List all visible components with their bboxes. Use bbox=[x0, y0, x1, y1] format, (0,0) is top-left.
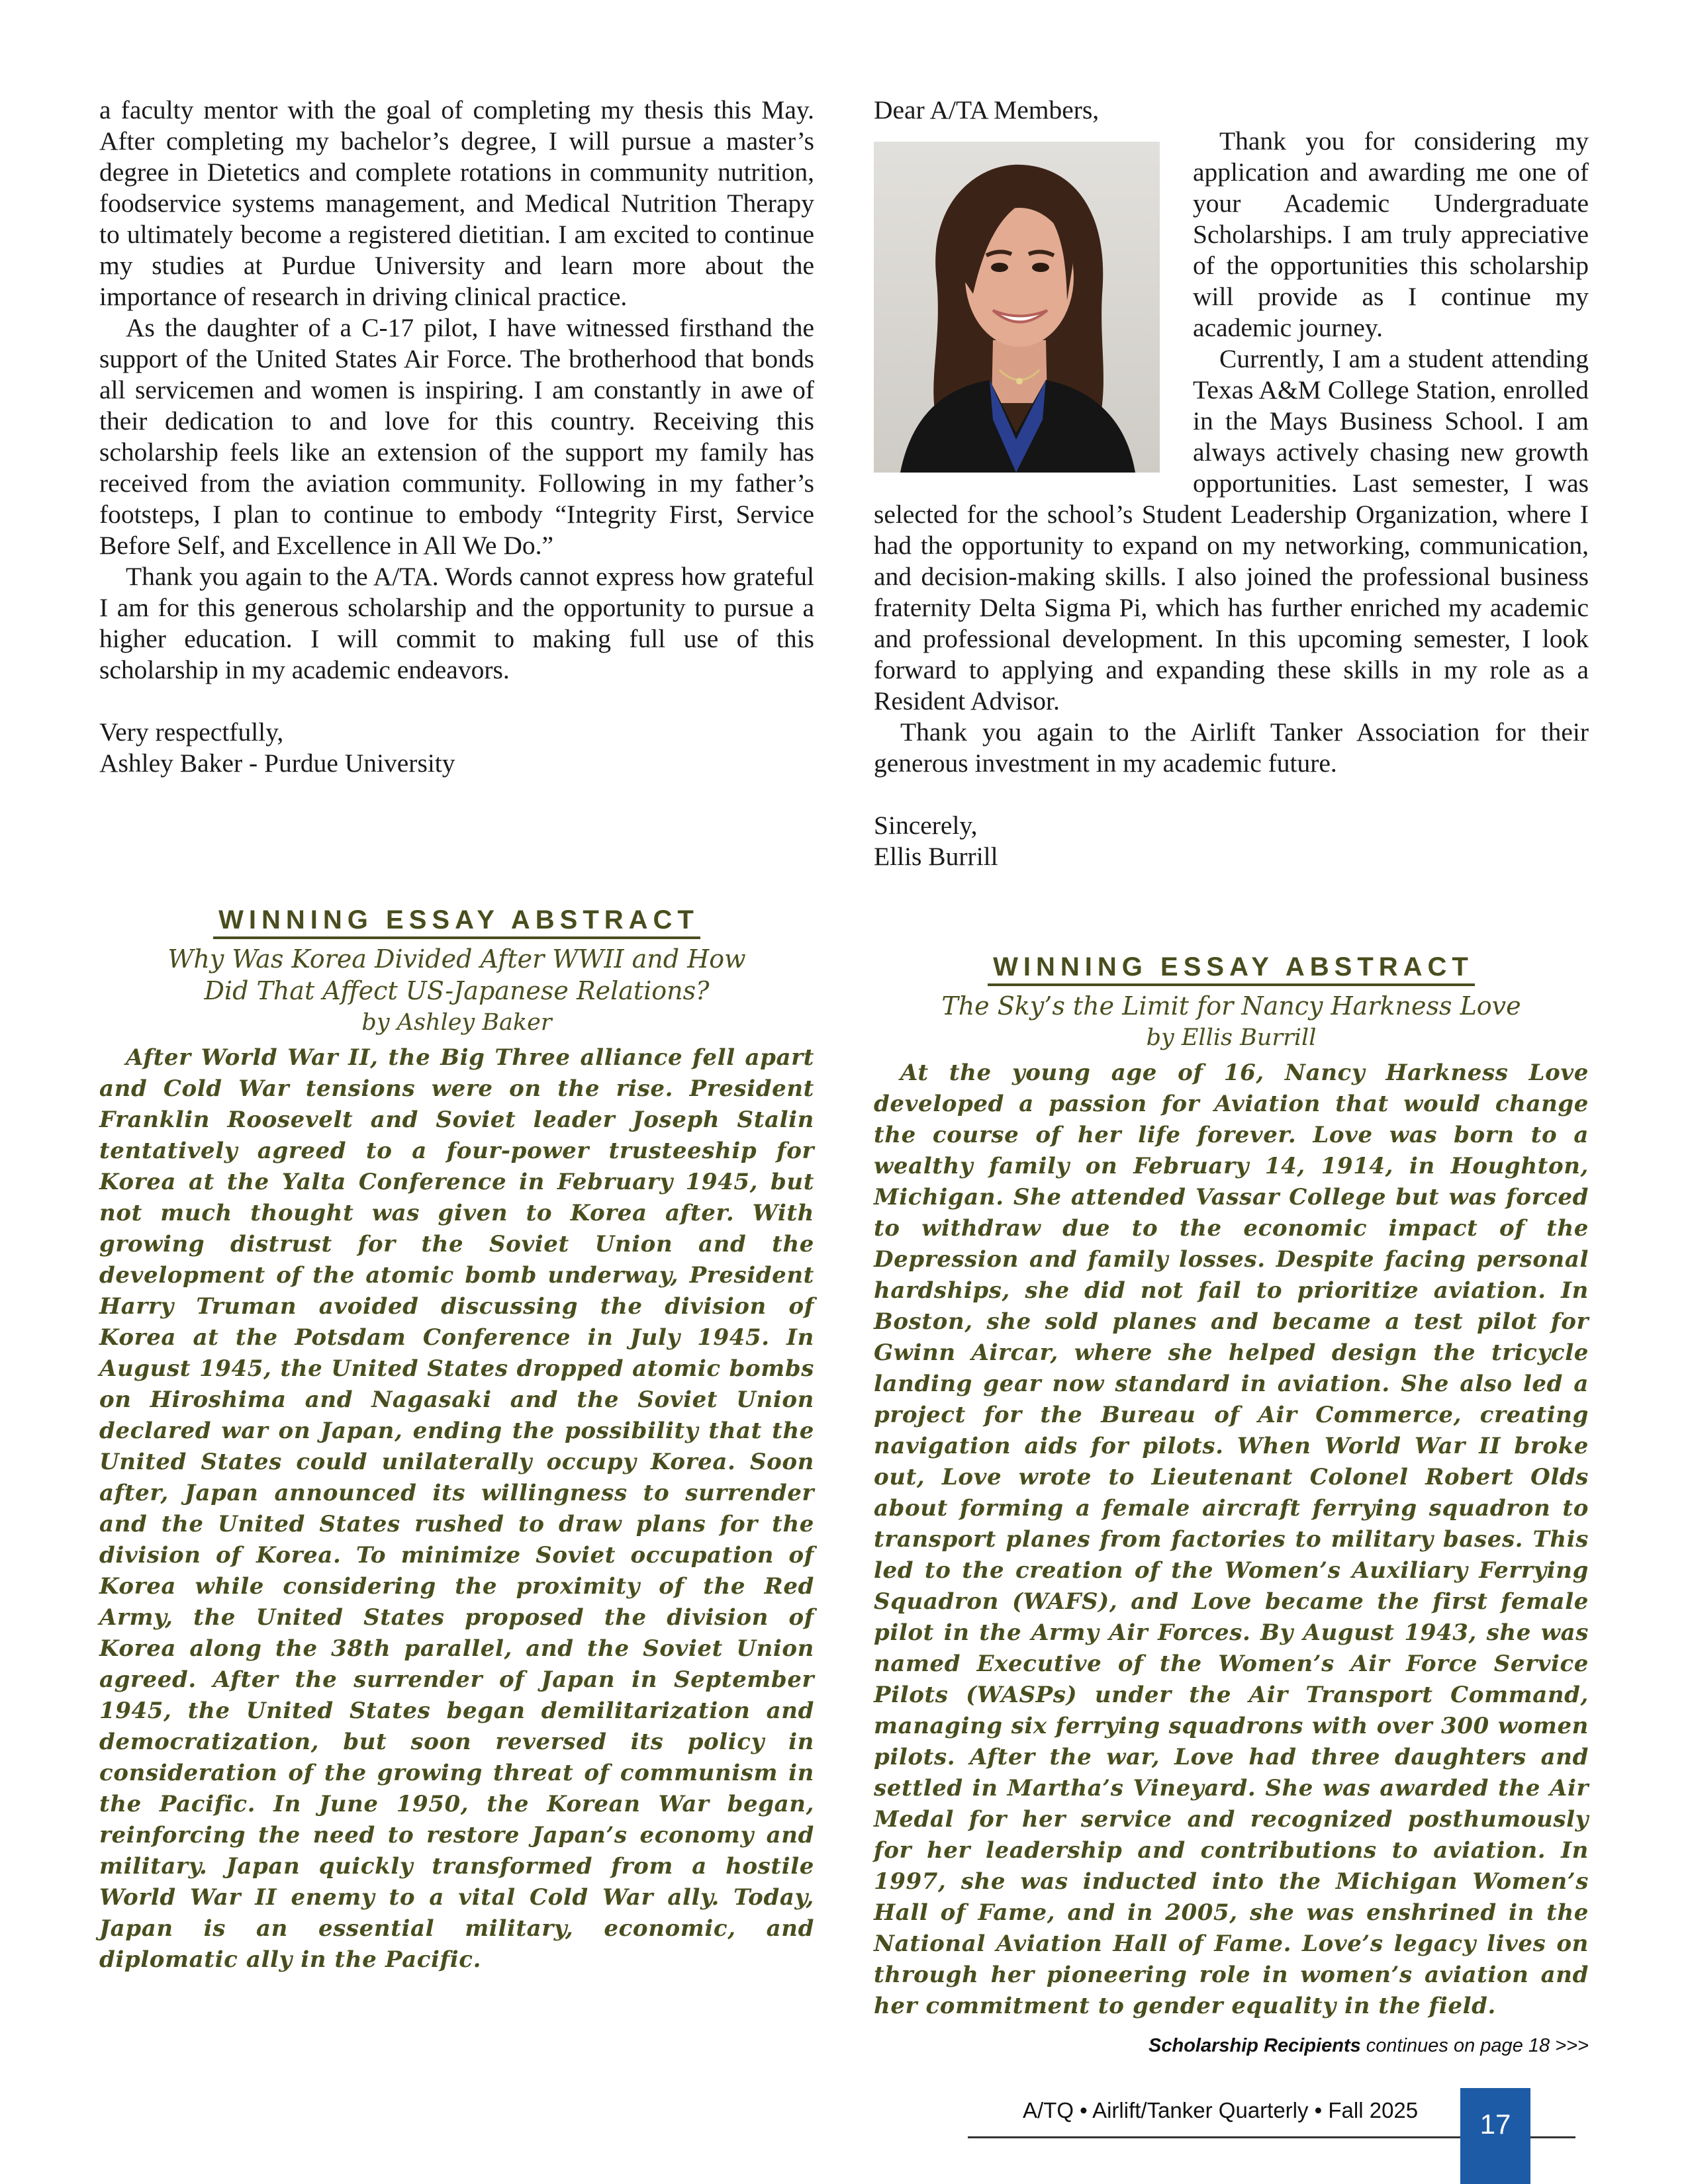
letter-paragraph: Currently, I am a student attending Texas A&M College Station, enrolled in the Mays Business School. I am always actively chasing new growth opportunities. Last semester, I was selected for the school’s Student Leadership Organization, where I had the opportunity to expand on my networking, communication, and decision-making skills. I also joined the professional business fraternity Delta Sigma Pi, which has further enriched my academic and professional development. In this upcoming semester, I look forward to applying and expanding these skills in my role as a Resident Advisor. bbox=[874, 344, 1589, 715]
portrait-photo bbox=[874, 142, 1160, 473]
abstract-title: The Sky’s the Limit for Nancy Harkness Love bbox=[941, 991, 1521, 1021]
page-number: 17 bbox=[1460, 2088, 1530, 2184]
abstract-byline: by Ellis Burrill bbox=[1146, 1024, 1317, 1051]
continues-section-name: Scholarship Recipients bbox=[1149, 2035, 1361, 2056]
left-column bbox=[99, 95, 814, 1976]
abstract-body: After World War II, the Big Three alliance fell apart and Cold War tensions were on the rise. President Franklin Roosevelt and Soviet leader Joseph Stalin tentatively agreed to a four-power trusteeship for Korea at the Yalta Conference in February 1945, but not much thought was given to Korea after. With growing distrust for the Soviet Union and the development of the atomic bomb underway, President Harry Truman avoided discussing the division of Korea at the Potsdam Conference in July 1945. In August 1945, the United States dropped atomic bombs on Hiroshima and Nagasaki and the Soviet Union declared war on Japan, ending the possibility that the United States could unilaterally occupy Korea. Soon after, Japan announced its willingness to surrender and the United States rushed to draw plans for the division of Korea. To minimize Soviet occupation of Korea while considering the proximity of the Red Army, the United States proposed the division of Korea along the 38th parallel, and the Soviet Union agreed. After the surrender of Japan in September 1945, the United States began demilitarization and democratization, but soon reversed its policy in consideration of the growing threat of communism in the Pacific. In June 1950, the Korean War began, reinforcing the need to restore Japan’s economy and military. Japan quickly transformed from a hostile World War II enemy to a vital Cold War ally. Today, Japan is an essential military, economic, and diplomatic ally in the Pacific. bbox=[99, 1044, 814, 1973]
letter-paragraph: Thank you again to the A/TA. Words cannot express how grateful I am for this generous scholarship and the opportunity to pursue a higher education. I will commit to making full use of this scholarship in my academic endeavors. bbox=[99, 562, 814, 684]
letter-paragraph: a faculty mentor with the goal of completing my thesis this May. After completing my bachelor’s degree, I will pursue a master’s degree in Dietetics and complete rotations in community nutrition, foodservice systems management, and Medical Nutrition Therapy to ultimately become a registered dietitian. I am excited to continue my studies at Purdue University and learn more about the importance of research in driving clinical practice. bbox=[99, 95, 814, 311]
letter-salutation: Dear A/TA Members, bbox=[874, 95, 1100, 124]
abstract-byline: by Ashley Baker bbox=[361, 1009, 552, 1036]
footer-publication: A/TQ • Airlift/Tanker Quarterly • Fall 2025 bbox=[1023, 2098, 1419, 2122]
abstract-body: At the young age of 16, Nancy Harkness Love developed a passion for Aviation that would change the course of her life forever. Love was born to a wealthy family on February 14, 1914, in Houghton, Michigan. She attended Vassar College but was forced to withdraw due to the economic impact of the Depression and family losses. Despite facing personal hardships, she did not fail to prioritize aviation. In Boston, she sold planes and became a test pilot for Gwinn Aircar, where she helped design the tricycle landing gear now standard in aviation. She also led a project for the Bureau of Air Commerce, creating navigation aids for pilots. When World War II broke out, Love wrote to Lieutenant Colonel Robert Olds about forming a female aircraft ferrying squadron to transport planes from factories to military bases. This led to the creation of the Women’s Auxiliary Ferrying Squadron (WAFS), and Love became the first female pilot in the Army Air Forces. By August 1943, she was named Executive of the Women’s Air Force Service Pilots (WASPs) under the Air Transport Command, managing six ferrying squadrons with over 300 women pilots. After the war, Love had three daughters and settled in Martha’s Vineyard. She was awarded the Air Medal for her service and recognized posthumously for her leadership and contributions to aviation. In 1997, she was inducted into the Michigan Women’s Hall of Fame, and in 2005, she was enshrined in the National Aviation Hall of Fame. Love’s legacy lives on through her pioneering role in women’s aviation and her commitment to gender equality in the field. bbox=[874, 1060, 1589, 2019]
letter-signature: Ellis Burrill bbox=[874, 842, 998, 871]
abstract-title-line-2: Did That Affect US-Japanese Relations? bbox=[204, 976, 710, 1005]
ashley-letter bbox=[99, 95, 814, 779]
letter-signature: Ashley Baker - Purdue University bbox=[99, 749, 455, 778]
ellis-essay-abstract bbox=[874, 952, 1589, 2022]
letter-paragraph: Thank you for considering my application and awarding me one of your Academic Undergraduate Scholarships. I am truly appreciative of the opportunities this scholarship will provide as I continue my academic journey. bbox=[1193, 126, 1589, 342]
continues-page-text: continues on page 18 >>> bbox=[1360, 2035, 1589, 2056]
continues-on-page-note bbox=[1149, 2035, 1589, 2057]
ashley-essay-abstract bbox=[99, 905, 814, 1976]
letter-paragraph: Thank you again to the Airlift Tanker Association for their generous investment in my academic future. bbox=[874, 717, 1589, 778]
abstract-heading: WINNING ESSAY ABSTRACT bbox=[213, 905, 700, 939]
right-column bbox=[874, 95, 1589, 2022]
abstract-title-line-1: Why Was Korea Divided After WWII and How bbox=[167, 944, 746, 974]
letter-paragraph: As the daughter of a C-17 pilot, I have witnessed firsthand the support of the United States Air Force. The brotherhood that bonds all servicemen and women is inspiring. I am constantly in awe of their dedication to and love for this country. Receiving this scholarship feels like an extension of the support my family has received from the aviation community. Following in my father’s footsteps, I plan to continue to embody “Integrity First, Service Before Self, and Excellence in All We Do.” bbox=[99, 313, 814, 560]
abstract-heading: WINNING ESSAY ABSTRACT bbox=[988, 952, 1475, 986]
portrait-illustration bbox=[874, 142, 1160, 473]
letter-closing: Very respectfully, bbox=[99, 717, 284, 747]
letter-closing: Sincerely, bbox=[874, 811, 978, 840]
ellis-letter bbox=[874, 95, 1589, 872]
